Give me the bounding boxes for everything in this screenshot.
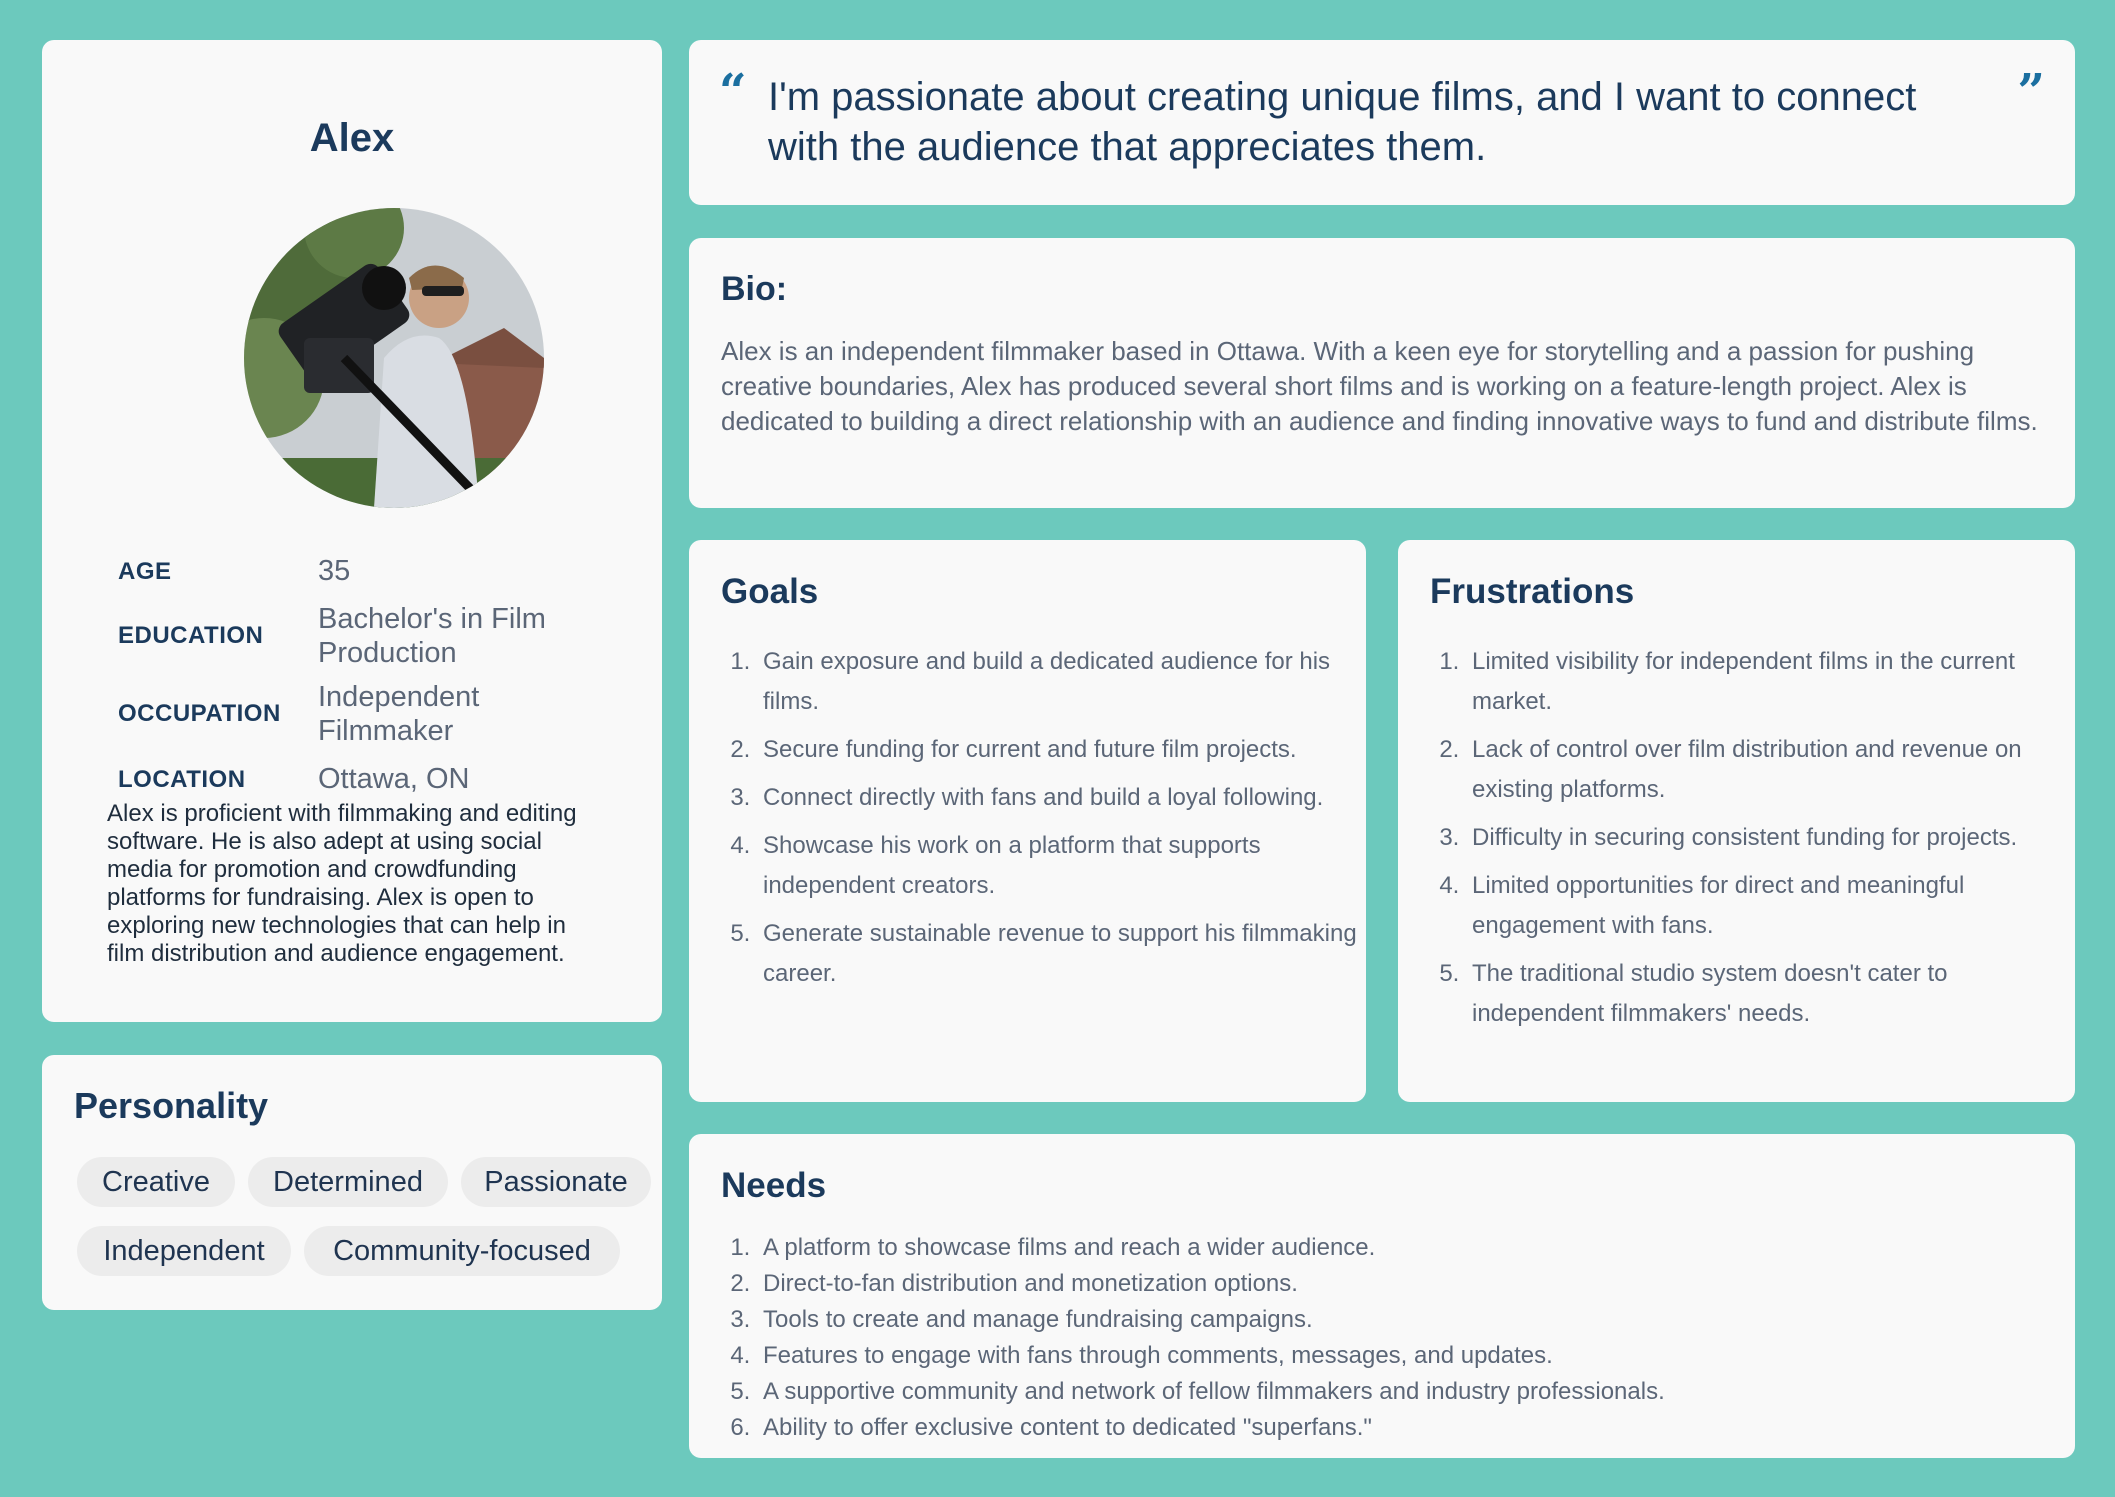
goals-card bbox=[689, 540, 1366, 1102]
list-item: 1. Limited visibility for independent films in the current market. bbox=[1466, 642, 2076, 722]
list-item: 2. Secure funding for current and future film projects. bbox=[757, 730, 1367, 770]
fact-value: Independent Filmmaker bbox=[318, 681, 480, 747]
list-item: 6. Ability to offer exclusive content to dedicated "superfans." bbox=[757, 1410, 2057, 1446]
trait-chip: Passionate bbox=[461, 1157, 651, 1207]
list-item: 2. Direct-to-fan distribution and monetization options. bbox=[757, 1266, 2057, 1302]
close-quote-icon: ” bbox=[2017, 64, 2045, 120]
list-item: 5. The traditional studio system doesn't cater to independent filmmakers' needs. bbox=[1466, 954, 2076, 1034]
bio-title: Bio: bbox=[721, 270, 788, 308]
fact-value: Bachelor's in Film Production bbox=[318, 603, 546, 669]
fact-label: OCCUPATION bbox=[118, 700, 281, 727]
open-quote-icon: “ bbox=[719, 64, 747, 120]
bio-card bbox=[689, 238, 2075, 508]
fact-label: EDUCATION bbox=[118, 622, 264, 649]
list-item: 4. Limited opportunities for direct and meaningful engagement with fans. bbox=[1466, 866, 2076, 946]
bio-text: Alex is an independent filmmaker based in Ottawa. With a keen eye for storytelling and a passion for pushing creative boundaries, Alex has produced several short films and is working on a feature-length project. Alex is dedicated to building a direct relationship with an audience and finding innovative ways to fund and distribute films. bbox=[721, 336, 2038, 436]
needs-title: Needs bbox=[721, 1166, 827, 1205]
avatar-photo bbox=[244, 208, 544, 508]
list-item: 3. Tools to create and manage fundraising campaigns. bbox=[757, 1302, 2057, 1338]
frustrations-card bbox=[1398, 540, 2075, 1102]
list-item: 5. A supportive community and network of fellow filmmakers and industry professionals. bbox=[757, 1374, 2057, 1410]
list-item: 3. Connect directly with fans and build a loyal following. bbox=[757, 778, 1367, 818]
personality-title: Personality bbox=[74, 1085, 269, 1126]
list-item: 1. A platform to showcase films and reach a wider audience. bbox=[757, 1230, 2057, 1266]
persona-name: Alex bbox=[309, 116, 395, 160]
trait-chip: Independent bbox=[77, 1226, 291, 1276]
skills-description: Alex is proficient with filmmaking and editing software. He is also adept at using social media for promotion and crowdfunding platforms for fundraising. Alex is open to exploring new technologies that can help in film distribution and audience engagement. bbox=[107, 800, 577, 967]
avatar bbox=[244, 208, 544, 508]
list-item: 3. Difficulty in securing consistent funding for projects. bbox=[1466, 818, 2076, 858]
list-item: 2. Lack of control over film distribution and revenue on existing platforms. bbox=[1466, 730, 2076, 810]
frustrations-title: Frustrations bbox=[1430, 572, 1635, 611]
list-item: 5. Generate sustainable revenue to support his filmmaking career. bbox=[757, 914, 1367, 994]
quote-card bbox=[689, 40, 2075, 205]
quote-text: I'm passionate about creating unique films, and I want to connect with the audience that appreciates them. bbox=[768, 75, 1917, 169]
trait-chip: Creative bbox=[77, 1157, 235, 1207]
fact-value: 35 bbox=[318, 555, 351, 587]
trait-chip: Determined bbox=[248, 1157, 448, 1207]
list-item: 1. Gain exposure and build a dedicated audience for his films. bbox=[757, 642, 1367, 722]
list-item: 4. Features to engage with fans through comments, messages, and updates. bbox=[757, 1338, 2057, 1374]
needs-list bbox=[721, 1230, 2057, 1446]
personality-card bbox=[42, 1055, 662, 1310]
fact-label: LOCATION bbox=[118, 766, 246, 793]
profile-card bbox=[42, 40, 662, 1022]
needs-card bbox=[689, 1134, 2075, 1458]
fact-value: Ottawa, ON bbox=[318, 763, 470, 795]
fact-label: AGE bbox=[118, 558, 172, 585]
goals-list bbox=[721, 642, 1367, 1002]
trait-chip: Community-focused bbox=[304, 1226, 620, 1276]
list-item: 4. Showcase his work on a platform that supports independent creators. bbox=[757, 826, 1367, 906]
goals-title: Goals bbox=[721, 572, 819, 611]
frustrations-list bbox=[1430, 642, 2076, 1042]
